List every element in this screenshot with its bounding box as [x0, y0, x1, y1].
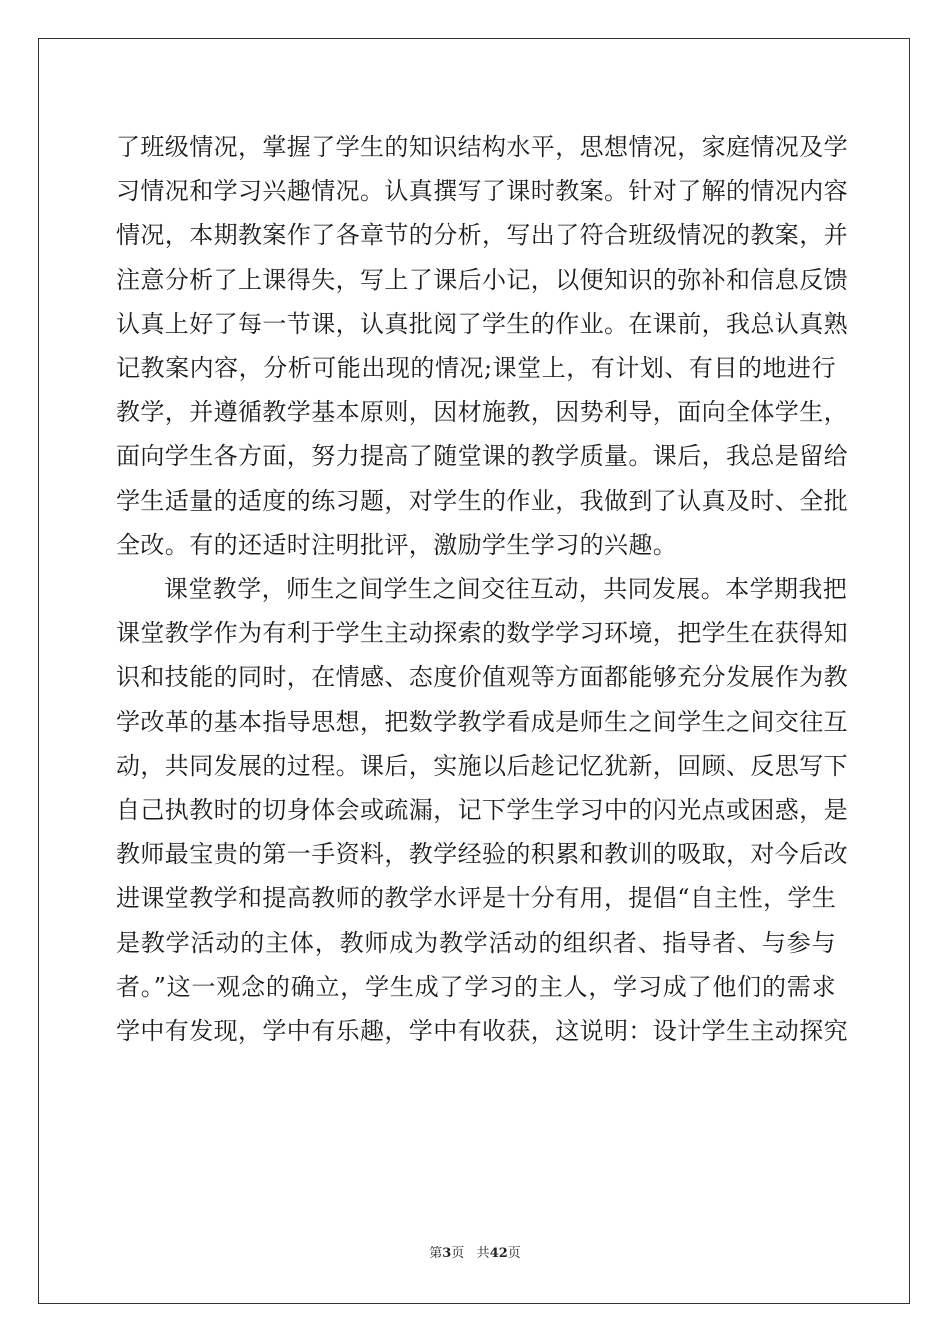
text-line: 全改。有的还适时注明批评，激励学生学习的兴趣。 — [116, 530, 678, 559]
total-pages: 42 — [489, 1246, 508, 1261]
text-line: 自己执教时的切身体会或疏漏，记下学生学习中的闪光点或困惑，是 — [116, 796, 848, 824]
text-line: 教学，并遵循教学基本原则，因材施教，因势利导，面向全体学生， — [116, 398, 848, 427]
text-line: 课堂教学，师生之间学生之间交往互动，共同发展。本学期我把 — [164, 575, 848, 603]
text-line: 记教案内容，分析可能出现的情况;课堂上，有计划、有目的地进行 — [116, 354, 836, 382]
text-line: 识和技能的同时，在情感、态度价值观等方面都能够充分发展作为教 — [116, 663, 848, 692]
text-line: 是教学活动的主体，教师成为教学活动的组织者、指导者、与参与 — [116, 928, 836, 957]
text-line: 课堂教学作为有利于学生主动探索的数学学习环境，把学生在获得知 — [116, 619, 848, 648]
text-line: 面向学生各方面，努力提高了随堂课的教学质量。课后，我总是留给 — [116, 442, 848, 471]
text-line: 习情况和学习兴趣情况。认真撰写了课时教案。针对了解的情况内容 — [116, 177, 848, 206]
page-footer — [0, 1246, 950, 1262]
page-prefix: 第 — [429, 1246, 443, 1261]
text-line: 学改革的基本指导思想，把数学教学看成是师生之间学生之间交往互 — [116, 707, 848, 736]
text-line: 了班级情况，掌握了学生的知识结构水平，思想情况，家庭情况及学 — [116, 133, 848, 161]
text-line: 学生适量的适度的练习题，对学生的作业，我做到了认真及时、全批 — [116, 486, 848, 515]
text-line: 进课堂教学和提高教师的教学水评是十分有用，提倡“自主性，学生 — [116, 884, 837, 913]
text-line: 情况，本期教案作了各章节的分析，写出了符合班级情况的教案，并 — [116, 221, 848, 250]
text-line: 者。”这一观念的确立，学生成了学习的主人，学习成了他们的需求 — [116, 972, 836, 1001]
page-number: 3 — [442, 1246, 452, 1261]
total-suffix: 页 — [507, 1246, 521, 1261]
text-line: 认真上好了每一节课，认真批阅了学生的作业。在课前，我总认真熟 — [116, 309, 848, 338]
total-prefix: 共 — [476, 1246, 490, 1261]
text-line: 教师最宝贵的第一手资料，教学经验的积累和教训的吸取，对今后改 — [116, 840, 848, 869]
text-line: 动，共同发展的过程。课后，实施以后趁记忆犹新，回顾、反思写下 — [116, 751, 848, 780]
text-line: 学中有发现，学中有乐趣，学中有收获，这说明：设计学生主动探究 — [116, 1017, 848, 1045]
page-suffix: 页 — [451, 1246, 465, 1261]
text-line: 注意分析了上课得失，写上了课后小记，以便知识的弥补和信息反馈 — [116, 265, 848, 294]
